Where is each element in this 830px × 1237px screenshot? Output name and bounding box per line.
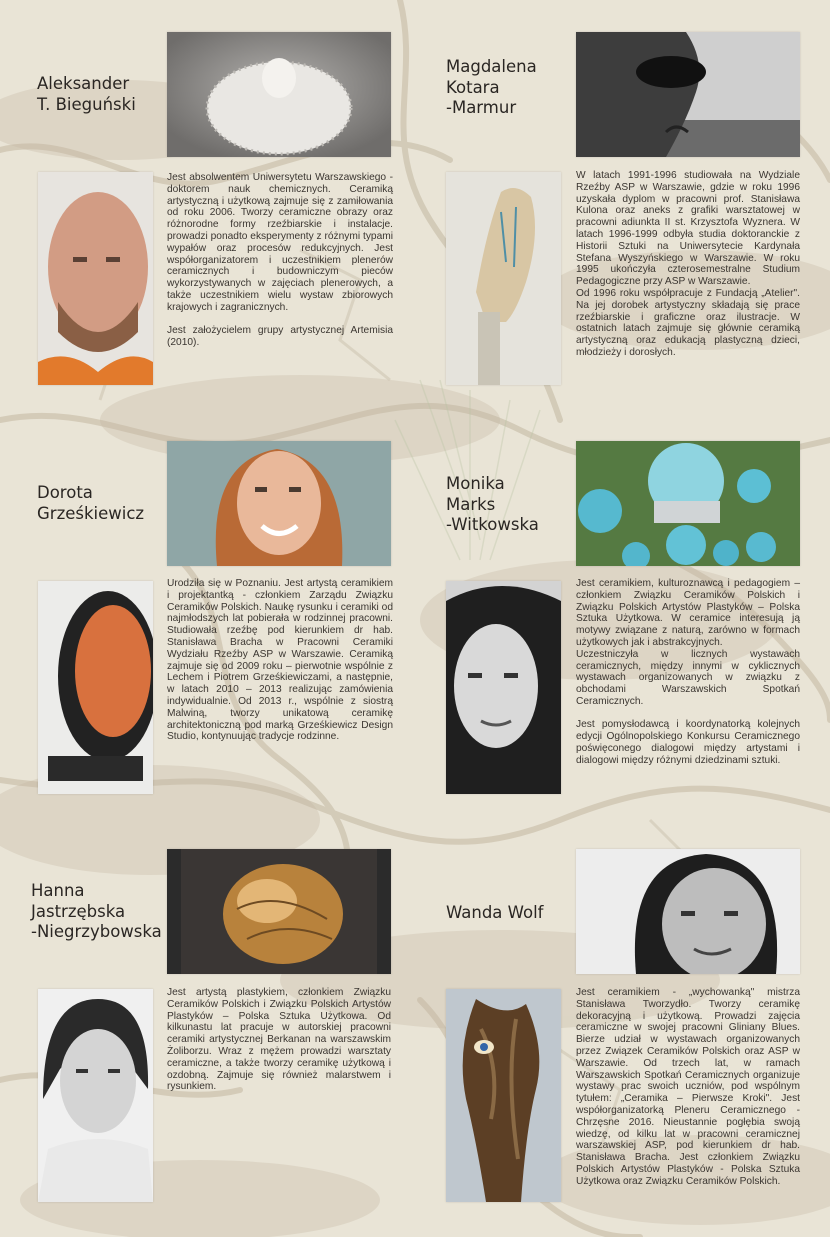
name-line: Dorota [37, 483, 93, 502]
name-line: Magdalena [446, 57, 537, 76]
name-line: -Witkowska [446, 515, 539, 534]
ceramic-ring-sculpture-photo [38, 581, 153, 794]
name-line: Grześkiewicz [37, 503, 145, 523]
name-line: Hanna [31, 881, 85, 900]
name-line: -Niegrzybowska [31, 922, 162, 941]
portrait-photo [38, 172, 153, 385]
bio-paragraph: Urodziła się w Poznaniu. Jest artystą ceramikiem i projektantką - członkiem Zarządu Związku Ceramików Polskich. Naukę rysunku i ceramiki od najmłodszych lat pobierała w rodzinnej pracowni. Studiowała rzeźbę pod kierunkiem dr hab. Stanisława Bracha w Pracowni Ceramiki Wydziału Rzeźby ASP w Warszawie. Ceramiką zajmuje się od 2009 roku – pierwotnie wspólnie z Lechem i Piotrem Grześkiewiczami, a następnie, w latach 2010 – 2013 realizując zamówienia indywidualnie. Od 2013 r., wspólnie z siostrą Malwiną, tworzy unikatową ceramikę architektoniczną pod marką Grześkiewicz Design Studio, kontynuując tradycje rodzinne. [167, 578, 393, 743]
artist-name [446, 474, 539, 536]
artist-name [446, 903, 544, 924]
name-line: Kotara [446, 77, 500, 97]
name-line: Jastrzębska [31, 901, 126, 921]
portrait-photo [576, 32, 800, 157]
bio-paragraph: Jest ceramikiem, kulturoznawcą i pedagogiem – członkiem Związku Ceramików Polskich i Związku Polskich Artystów Plastyków – Polska Sztuka Użytkowa. W ceramice interesują ją motywy związane z naturą, zarówno w formach użytkowych jak i abstrakcyjnych. [576, 578, 800, 648]
artist-name [31, 881, 162, 943]
name-line: Monika [446, 474, 505, 493]
ceramic-tree-sculpture-photo [446, 989, 561, 1202]
artist-bio [167, 172, 393, 349]
portrait-photo [38, 989, 153, 1202]
bio-paragraph: Od 1996 roku współpracuje z Fundacją „Atelier". Na jej dorobek artystyczny składają się prace rzeźbiarskie i graficzne oraz ilustracje. W ostatnich latach zajmuje się głównie ceramiką artystyczną oraz edukacją plastyczną dzieci, młodzieży i dorosłych. [576, 287, 800, 358]
bio-paragraph: Jest pomysłodawcą i koordynatorką kolejnych edycji Ogólnopolskiego Konkursu Ceramicznego poświęconego dialogowi między artystami i dialogowi między różnymi dziedzinami sztuki. [576, 719, 800, 766]
artist-bio [576, 578, 800, 767]
artist-bio [576, 170, 800, 359]
name-line: Wanda Wolf [446, 903, 544, 922]
name-line: Aleksander [37, 74, 130, 93]
ceramic-spheres-photo [576, 441, 800, 566]
name-line: -Marmur [446, 98, 517, 117]
name-line: Marks [446, 494, 496, 514]
bio-paragraph: Uczestniczyła w licznych wystawach ceramicznych, między innymi w cyklicznych wystawach organizowanych w związku z obchodami Warszawskich Spotkań Ceramicznych. [576, 648, 800, 707]
artist-bio [576, 987, 800, 1188]
bio-paragraph: W latach 1991-1996 studiowała na Wydziale Rzeźby ASP w Warszawie, gdzie w roku 1996 uzyskała dyplom w pracowni prof. Stanisława Kulona oraz aneks z grafiki warsztatowej w pracowni adiunkta II st. Krzysztofa Wyznera. W latach 1996-1999 odbyła studia doktoranckie z Historii Sztuki na Uniwersytecie Kardynała Stefana Wyszyńskiego w Warszawie. W roku 1995 ukończyła czterosemestralne Studium Pedagogiczne przy ASP w Warszawie. [576, 170, 800, 288]
artist-bio [167, 578, 393, 743]
artist-name [37, 74, 136, 115]
ceramic-hand-sculpture-photo [446, 172, 561, 385]
portrait-photo [576, 849, 800, 974]
bio-paragraph: Jest absolwentem Uniwersytetu Warszawskiego - doktorem nauk chemicznych. Ceramiką artystyczną i użytkową zajmuje się z zamiłowania od roku 2006. Tworzy ceramiczne obrazy oraz różnorodne formy rzeźbiarskie i instalacje. prowadzi ponadto eksperymenty z różnymi typami wypałów oraz procesów redukcyjnych. Jest współorganizatorem i uczestnikiem plenerów ceramicznych i budowniczym pieców wykorzystywanych w zajęciach plenerowych, a także uczestnikiem wielu wystaw zbiorowych krajowych i zagranicznych. [167, 172, 393, 313]
ceramic-sculpture-photo [167, 32, 391, 157]
artist-name [37, 483, 144, 524]
portrait-photo [167, 441, 391, 566]
artist-name [446, 57, 537, 119]
portrait-photo [446, 581, 561, 794]
bio-paragraph: Jest założycielem grupy artystycznej Artemisia (2010). [167, 325, 393, 348]
bio-paragraph: Jest ceramikiem - „wychowanką" mistrza Stanisława Tworzydło. Tworzy ceramikę dekoracyjną i użytkową. Prowadzi zajęcia ceramiczne w swojej pracowni Gliniany Blues. Bierze udział w wystawach organizowanych przez Związek Ceramików Polskich oraz ASP w Warszawie. Od trzech lat, w ramach Warszawskich Spotkań Ceramicznych organizuje wystawy prac swoich uczniów, pod wspólnym tytułem: „Ceramika – Pierwsze Kroki". Jest współorganizatorką Pleneru Ceramicznego - Chrzęsne 2016. Nieustannie pogłębia swoją wiedzę, od kilku lat w pracowni ceramicznej warszawskiej ASP, pod kierunkiem dr hab. Stanisława Bracha. Jest członkiem Związku Polskich Artystów Plastyków - Polska Sztuka Użytkowa oraz Związku Ceramików Polskich. [576, 987, 800, 1187]
artist-bio [167, 987, 391, 1093]
name-line: T. Bieguński [37, 94, 136, 114]
bio-paragraph: Jest artystą plastykiem, członkiem Związku Ceramików Polskich i Związku Polskich Artystów Plastyków – Polska Sztuka Użytkowa. Od kilkunastu lat pracuje w autorskiej pracowni ceramiki artystycznej Berkanan na warszawskim Żoliborzu. Wraz z mężem prowadzi warsztaty ceramiczne, a także tworzy ceramikę użytkową i ozdobną. Zajmuje się również malarstwem i rysunkiem. [167, 987, 391, 1093]
ceramic-sphere-photo [167, 849, 391, 974]
